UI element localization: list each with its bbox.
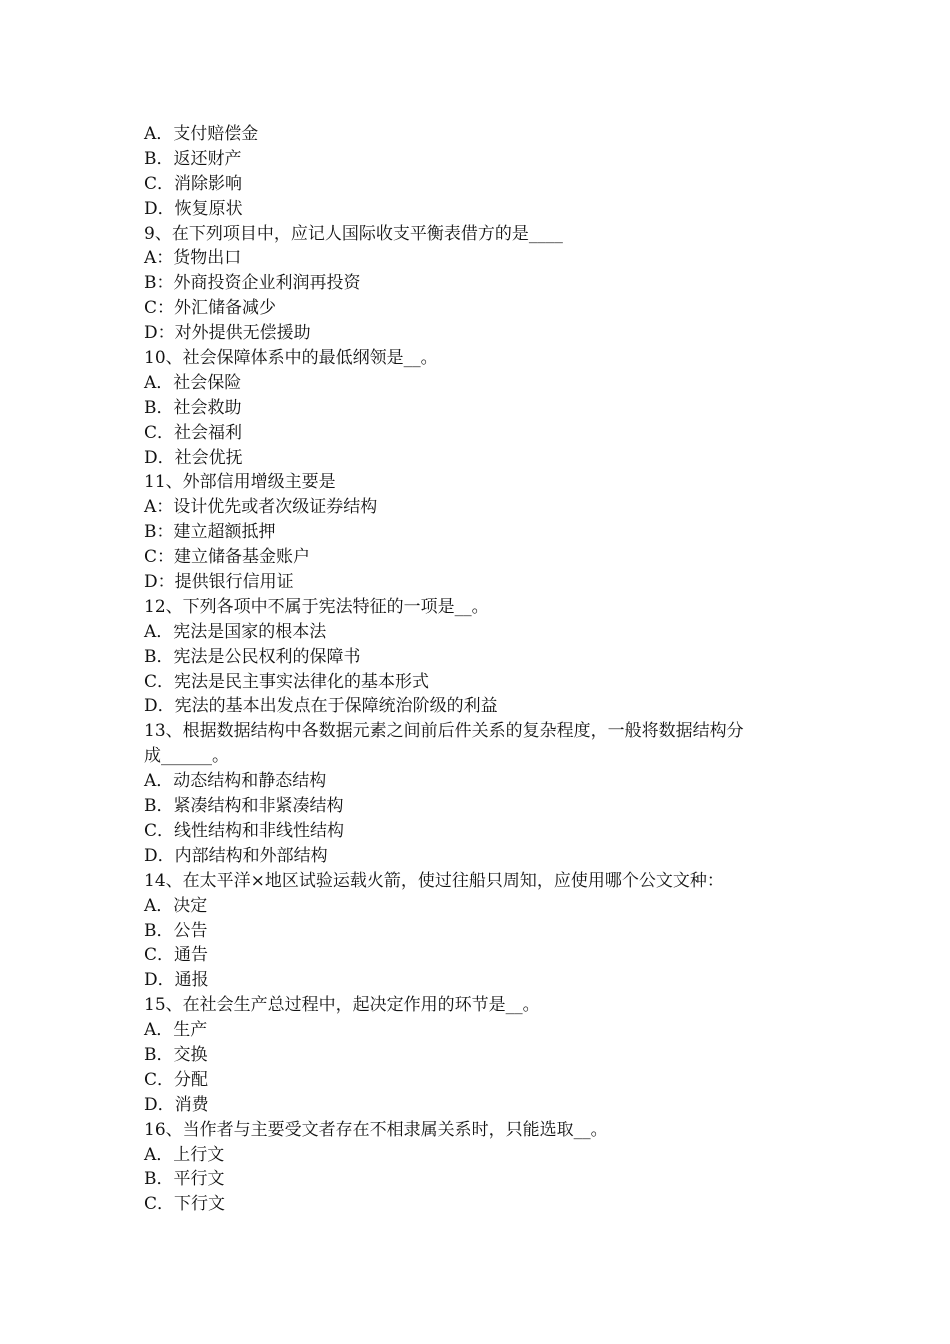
option-a-q16: A．上行文 <box>144 1144 225 1165</box>
option-c-q16: C．下行文 <box>144 1194 226 1215</box>
option-d-q13: D．内部结构和外部结构 <box>144 845 328 866</box>
option-b-q8: B．返还财产 <box>144 148 242 169</box>
option-c-q11: C：建立储备基金账户 <box>144 547 311 568</box>
option-b-q9: B：外商投资企业利润再投资 <box>144 273 361 294</box>
option-b-q15: B．交换 <box>144 1044 208 1065</box>
option-b-q14: B．公告 <box>144 920 208 941</box>
option-a-q14: A．决定 <box>144 895 208 916</box>
option-a-q8: A．支付赔偿金 <box>144 124 259 144</box>
option-d-q12: D．宪法的基本出发点在于保障统治阶级的利益 <box>144 696 498 717</box>
option-d-q14: D．通报 <box>144 970 209 991</box>
question-11: 11、外部信用增级主要是 <box>144 472 336 493</box>
option-b-q13: B．紧凑结构和非紧凑结构 <box>144 796 344 817</box>
option-d-q10: D．社会优抚 <box>144 447 243 468</box>
question-13-line-2: 成______。 <box>144 746 229 767</box>
option-b-q10: B．社会救助 <box>144 397 242 418</box>
option-a-q9: A：货物出口 <box>144 248 242 269</box>
option-a-q10: A．社会保险 <box>144 372 242 393</box>
option-c-q9: C：外汇储备减少 <box>144 298 277 319</box>
option-c-q10: C．社会福利 <box>144 422 243 443</box>
option-b-q12: B．宪法是公民权利的保障书 <box>144 646 361 667</box>
option-d-q15: D．消费 <box>144 1094 209 1115</box>
option-d-q9: D：对外提供无偿援助 <box>144 323 311 344</box>
option-d-q11: D：提供银行信用证 <box>144 572 294 593</box>
question-10: 10、社会保障体系中的最低纲领是__。 <box>144 348 438 369</box>
option-d-q8: D．恢复原状 <box>144 198 243 219</box>
question-12: 12、下列各项中不属于宪法特征的一项是__。 <box>144 596 489 617</box>
question-16: 16、当作者与主要受文者存在不相隶属关系时，只能选取__。 <box>144 1119 608 1140</box>
option-c-q12: C．宪法是民主事实法律化的基本形式 <box>144 671 430 692</box>
question-15: 15、在社会生产总过程中，起决定作用的环节是__。 <box>144 995 540 1016</box>
option-a-q15: A．生产 <box>144 1020 208 1041</box>
option-a-q12: A．宪法是国家的根本法 <box>144 621 327 642</box>
option-b-q11: B：建立超额抵押 <box>144 522 276 543</box>
question-14: 14、在太平洋×地区试验运载火箭，使过往船只周知，应使用哪个公文文种： <box>144 870 724 891</box>
question-9: 9、在下列项目中，应记人国际收支平衡表借方的是____ <box>144 223 563 244</box>
option-a-q11: A：设计优先或者次级证券结构 <box>144 497 378 518</box>
option-c-q8: C．消除影响 <box>144 173 243 194</box>
document-body <box>144 122 824 1217</box>
option-c-q14: C．通告 <box>144 945 209 966</box>
option-a-q13: A．动态结构和静态结构 <box>144 771 327 792</box>
option-c-q15: C．分配 <box>144 1069 209 1090</box>
option-b-q16: B．平行文 <box>144 1169 225 1190</box>
option-c-q13: C．线性结构和非线性结构 <box>144 820 345 841</box>
question-13-line-1: 13、根据数据结构中各数据元素之间前后件关系的复杂程度，一般将数据结构分 <box>144 721 744 742</box>
